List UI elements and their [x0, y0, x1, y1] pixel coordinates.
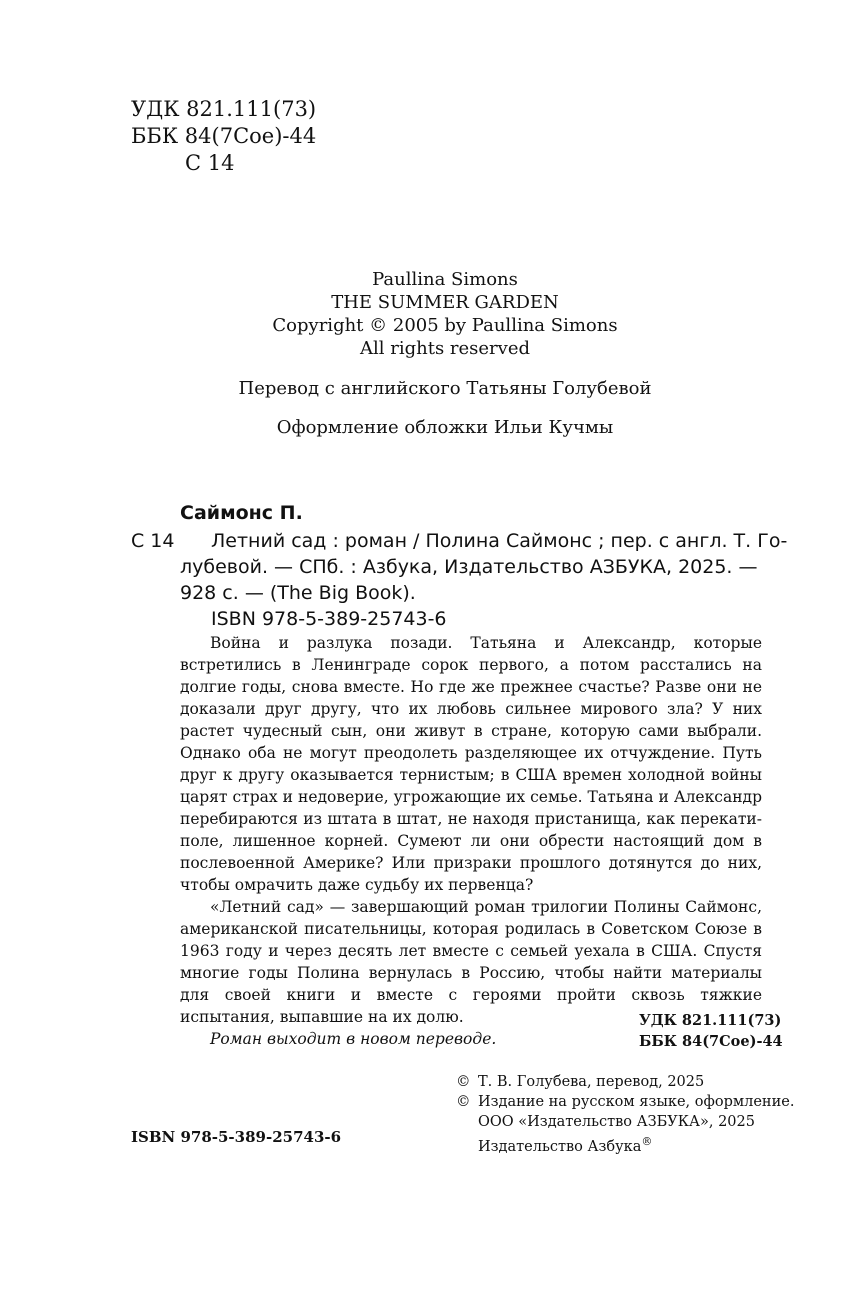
bib-line-2: лубевой. — СПб. : Азбука, Издательство АЗБУКА, 2025. — [180, 556, 758, 578]
original-copyright: Copyright © 2005 by Paullina Simons [272, 315, 618, 336]
bib-isbn: ISBN 978-5-389-25743-6 [211, 608, 447, 630]
publisher-name: ООО «Издательство АЗБУКА», 2025 [478, 1114, 755, 1130]
bbk-code: ББК 84(7Сое)-44 [131, 124, 317, 148]
udk-code: УДК 821.111(73) [639, 1012, 782, 1029]
isbn-bottom: ISBN 978-5-389-25743-6 [131, 1128, 342, 1146]
translation-credit: Перевод с английского Татьяны Голубевой [238, 378, 652, 399]
copyright-block [456, 1072, 794, 1157]
author-heading: Саймонс П. [180, 502, 303, 524]
bib-line-1: Летний сад : роман / Полина Саймонс ; пер. с англ. Т. Го- [211, 530, 788, 552]
copyright-symbol: © [456, 1074, 471, 1090]
copyright-symbol: © [456, 1094, 471, 1110]
annotation-note: Роман выходит в новом переводе. [210, 1030, 497, 1048]
udk-code: УДК 821.111(73) [131, 97, 317, 121]
cover-design-credit: Оформление обложки Ильи Кучмы [276, 417, 614, 438]
bib-line-3: 928 с. — (The Big Book). [180, 582, 416, 604]
annotation-paragraph: Война и разлука позади. Татьяна и Александр, которые встретились в Ленинграде сорок первого, а потом расстались на долгие годы, снова вместе. Но где же прежнее счастье? Разве они не доказали друг другу, что их любовь сильнее мирового зла? У них растет чудесный сын, они живут в стране, которую сами выбрали. Однако оба не могут преодолеть разделяющее их отчуждение. Путь друг к другу оказывается тернистым; в США времен холодной войны царят страх и недоверие, угрожающие их семье. Татьяна и Александр перебираются из штата в штат, не находя пристанища, как перекати-поле, лишенное корней. Сумеют ли они обрести настоящий дом в послевоенной Америке? Или призраки прошлого дотянутся до них, чтобы омрачить даже судьбу их первенца? [180, 634, 762, 894]
bib-author-mark: С 14 [131, 530, 175, 552]
original-author: Paullina Simons [372, 269, 518, 290]
original-rights: All rights reserved [360, 338, 530, 359]
annotation [180, 632, 762, 1050]
publisher-brand: Издательство Азбука [478, 1138, 642, 1155]
annotation-paragraph: «Летний сад» — завершающий роман трилогии Полины Саймонс, американской писательницы, которая родилась в Советском Союзе в 1963 году и через десять лет вместе с семьей уехала в США. Спустя многие годы Полина вернулась в Россию, чтобы найти материалы для своей книги и вместе с героями пройти сквозь тяжкие испытания, выпавшие на их долю. [180, 898, 762, 1026]
bbk-code: ББК 84(7Сое)-44 [639, 1033, 783, 1050]
original-edition-credits [0, 268, 856, 360]
edition-copyright: Издание на русском языке, оформление. [478, 1094, 795, 1110]
registered-mark: ® [641, 1135, 653, 1148]
original-title: THE SUMMER GARDEN [331, 292, 559, 313]
classification-bottom [639, 1010, 783, 1052]
author-mark: С 14 [185, 151, 235, 175]
translation-copyright: Т. В. Голубева, перевод, 2025 [478, 1074, 705, 1090]
classification-top [131, 96, 316, 177]
